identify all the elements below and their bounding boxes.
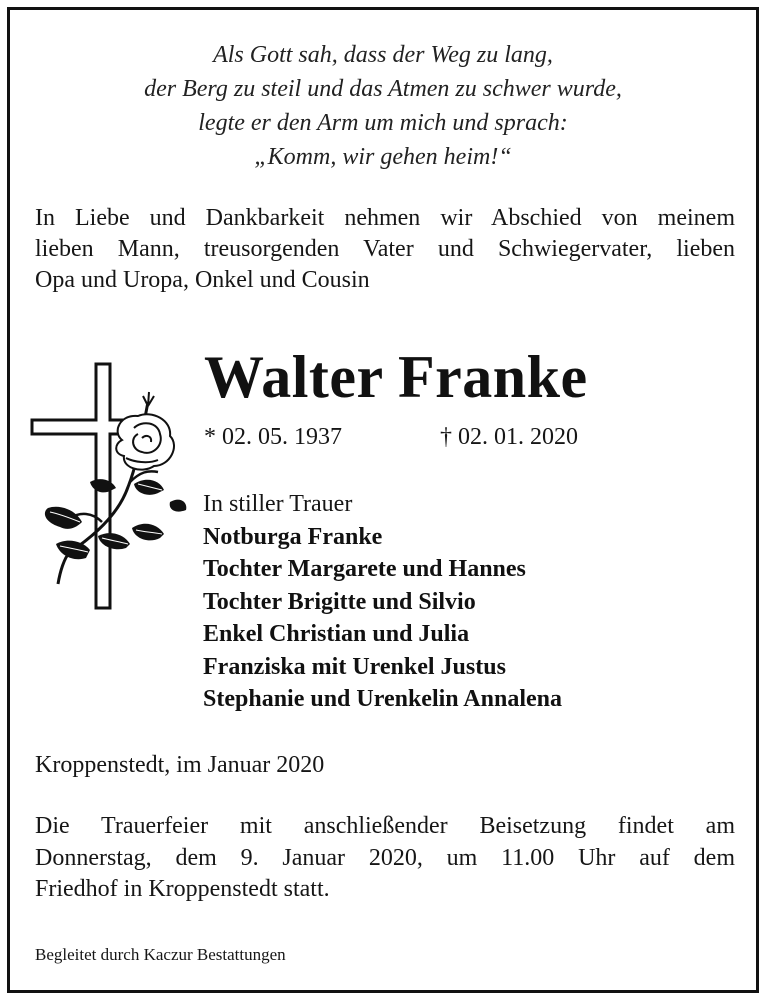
funeral-notice xyxy=(35,811,735,906)
mourning-heading: In stiller Trauer xyxy=(203,491,353,517)
birth-date: * 02. 05. 1937 xyxy=(204,424,342,450)
poem-line: legte er den Arm um mich und sprach: xyxy=(198,110,568,136)
intro-line: In Liebe und Dankbarkeit nehmen wir Abschied von meinem xyxy=(35,205,735,231)
notice-line: Donnerstag, dem 9. Januar 2020, um 11.00 Uhr auf dem xyxy=(35,844,735,871)
poem-line: der Berg zu steil und das Atmen zu schwer wurde, xyxy=(144,76,622,102)
mourner-entry: Stephanie und Urenkelin Annalena xyxy=(203,686,563,713)
mourner-entry: Enkel Christian und Julia xyxy=(203,621,470,648)
notice-line: Die Trauerfeier mit anschließender Beisetzung findet am xyxy=(35,813,735,839)
intro-line: Opa und Uropa, Onkel und Cousin xyxy=(35,267,370,293)
undertaker-credit: Begleitet durch Kaczur Bestattungen xyxy=(35,945,286,964)
mourner-entry: Tochter Brigitte und Silvio xyxy=(203,588,476,615)
deceased-name: Walter Franke xyxy=(204,344,588,410)
place-and-date: Kroppenstedt, im Januar 2020 xyxy=(35,752,325,778)
cross-with-rose-icon xyxy=(30,362,190,612)
intro-line: lieben Mann, treusorgenden Vater und Schwiegervater, lieben xyxy=(35,236,735,262)
poem-line: „Komm, wir gehen heim!“ xyxy=(254,144,512,170)
notice-line: Friedhof in Kroppenstedt statt. xyxy=(35,876,330,902)
poem-line: Als Gott sah, dass der Weg zu lang, xyxy=(213,42,553,68)
poem xyxy=(10,38,756,174)
mourner-entry: Tochter Margarete und Hannes xyxy=(203,556,526,583)
intro-text xyxy=(35,203,735,296)
obituary-frame xyxy=(7,7,759,993)
mourner-entry: Notburga Franke xyxy=(203,524,383,550)
mourners-list xyxy=(203,521,562,715)
death-date: † 02. 01. 2020 xyxy=(440,424,578,450)
mourner-entry: Franziska mit Urenkel Justus xyxy=(203,653,506,680)
